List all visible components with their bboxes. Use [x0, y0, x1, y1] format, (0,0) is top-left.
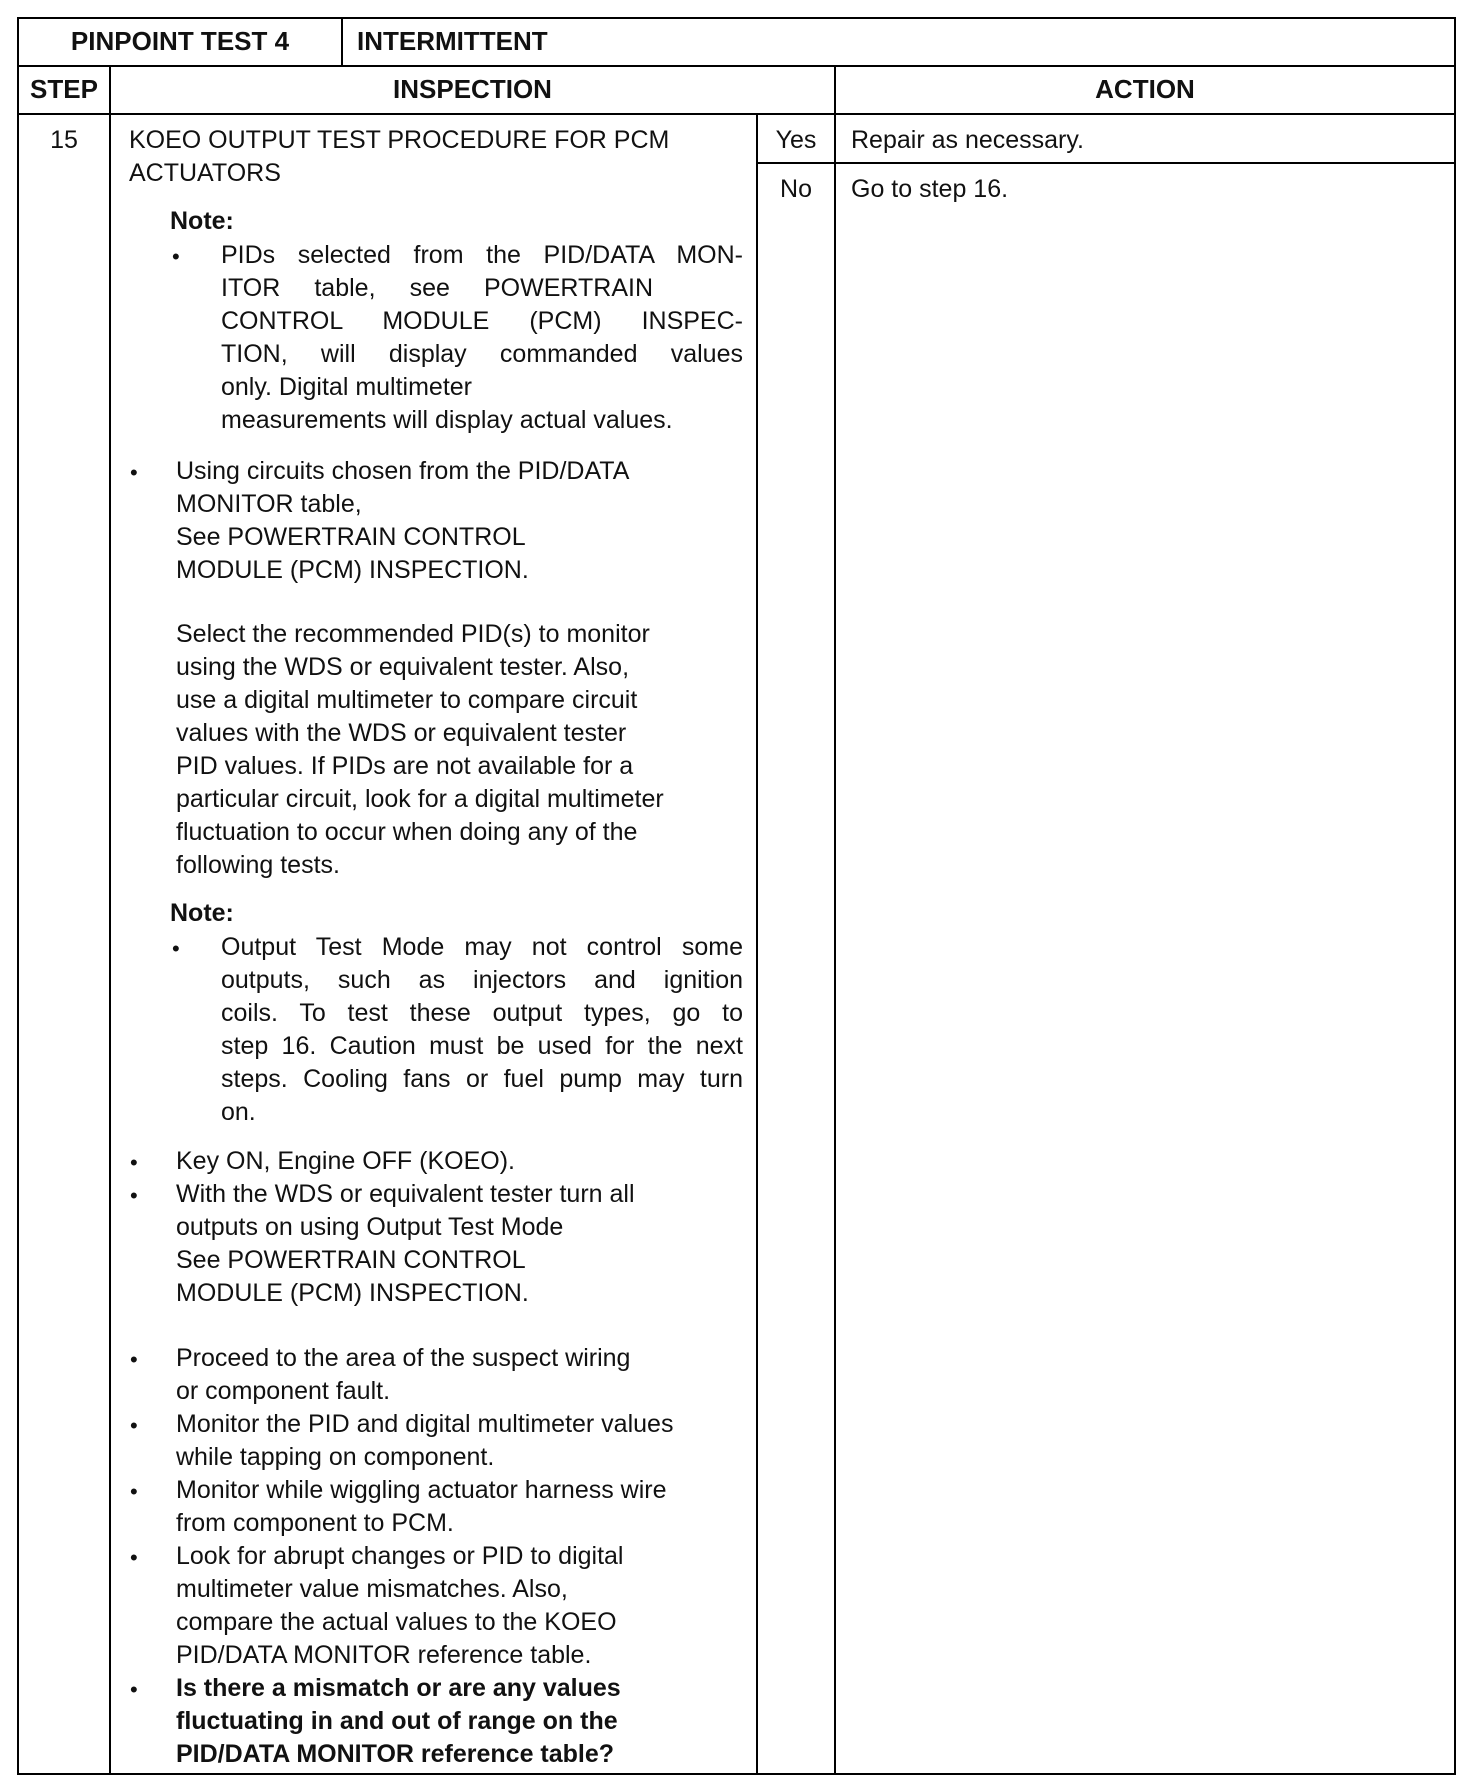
answer-no: No — [780, 175, 812, 203]
inspection-title — [129, 124, 669, 190]
bullet-3-line: outputs on using Output Test Mode — [176, 1213, 564, 1241]
paragraph-line: PID values. If PIDs are not available for a — [176, 752, 634, 780]
note-1-line: CONTROL MODULE (PCM) INSPEC- — [221, 307, 743, 335]
header-title-divider — [341, 17, 343, 65]
note-2-line: coils. To test these output types, go to — [221, 999, 743, 1027]
note-1-bullet-icon: • — [172, 244, 180, 269]
action-column-header: ACTION — [1095, 74, 1195, 104]
note-2-text — [221, 931, 743, 1129]
paragraph-line: using the WDS or equivalent tester. Also, — [176, 653, 630, 681]
bullet-4-text — [176, 1342, 630, 1408]
bullet-3-line: See POWERTRAIN CONTROL — [176, 1246, 526, 1274]
note-1-line: measurements will display actual values. — [221, 406, 673, 434]
paragraph-line: following tests. — [176, 851, 340, 879]
paragraph-line: values with the WDS or equivalent tester — [176, 719, 627, 747]
note-1-text — [221, 239, 743, 437]
header-divider — [17, 65, 1456, 67]
action-no: Go to step 16. — [851, 175, 1009, 203]
yes-no-divider — [756, 162, 1456, 164]
table-right-border — [1454, 17, 1456, 1775]
bullet-2-text — [176, 1145, 515, 1178]
bullet-2-line: Key ON, Engine OFF (KOEO). — [176, 1147, 515, 1175]
bullet-5-text — [176, 1408, 673, 1474]
action-yes: Repair as necessary. — [851, 126, 1084, 154]
bullet-4-line: Proceed to the area of the suspect wiring — [176, 1344, 631, 1372]
note-2-line: outputs, such as injectors and ignition — [221, 966, 743, 994]
bullet-7-line: Look for abrupt changes or PID to digital — [176, 1542, 624, 1570]
note-1-line: ITOR table, see POWERTRAIN — [221, 274, 653, 302]
bullet-1-line: Using circuits chosen from the PID/DATA — [176, 457, 630, 485]
bullet-5-icon: • — [130, 1413, 138, 1438]
instructions-paragraph — [176, 618, 664, 882]
bullet-6-line: Monitor while wiggling actuator harness wire — [176, 1476, 667, 1504]
bullet-3-icon: • — [130, 1183, 138, 1208]
bullet-7-text — [176, 1540, 624, 1672]
inspection-title-line: ACTUATORS — [129, 159, 281, 187]
note-2-line: steps. Cooling fans or fuel pump may turn — [221, 1065, 743, 1093]
note-2-line: on. — [221, 1098, 256, 1126]
action-column-divider — [834, 65, 836, 1775]
note-1-line: TION, will display commanded values — [221, 340, 743, 368]
pinpoint-test-name: INTERMITTENT — [357, 26, 548, 56]
paragraph-line: fluctuation to occur when doing any of the — [176, 818, 638, 846]
bullet-7-line: multimeter value mismatches. Also, — [176, 1575, 568, 1603]
bullet-5-line: Monitor the PID and digital multimeter values — [176, 1410, 674, 1438]
bullet-2-icon: • — [130, 1150, 138, 1175]
pinpoint-test-label: PINPOINT TEST 4 — [70, 26, 290, 56]
step-column-header: STEP — [30, 74, 98, 104]
paragraph-line: use a digital multimeter to compare circuit — [176, 686, 638, 714]
bullet-1-text — [176, 455, 629, 587]
bullet-4-icon: • — [130, 1347, 138, 1372]
bullet-3-line: With the WDS or equivalent tester turn all — [176, 1180, 635, 1208]
bullet-6-icon: • — [130, 1479, 138, 1504]
question-line: PID/DATA MONITOR reference table? — [176, 1740, 615, 1768]
question-line: Is there a mismatch or are any values — [176, 1674, 621, 1702]
inspection-column-header: INSPECTION — [393, 74, 552, 104]
note-2-line: step 16. Caution must be used for the next — [221, 1032, 743, 1060]
bullet-6-line: from component to PCM. — [176, 1509, 454, 1537]
table-top-border — [17, 17, 1456, 19]
table-left-border — [17, 17, 19, 1775]
question-line: fluctuating in and out of range on the — [176, 1707, 618, 1735]
bullet-1-line: MONITOR table, — [176, 490, 362, 518]
paragraph-line: Select the recommended PID(s) to monitor — [176, 620, 650, 648]
inspection-column-divider — [756, 113, 758, 1775]
bullet-4-line: or component fault. — [176, 1377, 391, 1405]
bullet-1-line: MODULE (PCM) INSPECTION. — [176, 556, 529, 584]
note-1-label: Note: — [170, 207, 234, 235]
step-number: 15 — [50, 126, 78, 154]
note-2-bullet-icon: • — [172, 936, 180, 961]
note-2-line: Output Test Mode may not control some — [221, 933, 743, 961]
bullet-7-line: PID/DATA MONITOR reference table. — [176, 1641, 592, 1669]
bullet-5-line: while tapping on component. — [176, 1443, 495, 1471]
bullet-1-line: See POWERTRAIN CONTROL — [176, 523, 526, 551]
paragraph-line: particular circuit, look for a digital multimeter — [176, 785, 664, 813]
bullet-3-text — [176, 1178, 635, 1310]
inspection-title-line: KOEO OUTPUT TEST PROCEDURE FOR PCM — [129, 126, 670, 154]
bullet-3-line: MODULE (PCM) INSPECTION. — [176, 1279, 529, 1307]
bullet-7-line: compare the actual values to the KOEO — [176, 1608, 617, 1636]
table-bottom-border — [17, 1773, 1456, 1775]
bullet-1-icon: • — [130, 460, 138, 485]
note-1-line: PIDs selected from the PID/DATA MON- — [221, 241, 743, 269]
question-bullet-icon: • — [130, 1677, 138, 1702]
column-header-divider — [17, 113, 1456, 115]
bullet-7-icon: • — [130, 1545, 138, 1570]
step-column-divider — [109, 65, 111, 1775]
inspection-question — [176, 1672, 621, 1771]
bullet-6-text — [176, 1474, 667, 1540]
note-1-line: only. Digital multimeter — [221, 373, 473, 401]
answer-yes: Yes — [775, 126, 817, 154]
note-2-label: Note: — [170, 899, 234, 927]
